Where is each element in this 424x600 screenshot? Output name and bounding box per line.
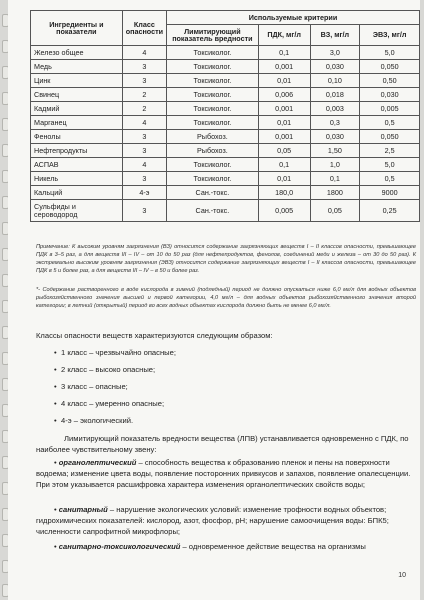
cell-evz: 9000 [360,186,420,200]
table-row [31,200,420,222]
table-row [31,144,420,158]
header-evz: ЭВЗ, мг/л [360,25,420,46]
cell-cls: 4 [122,116,166,130]
cell-name: Медь [31,60,123,74]
cell-cls: 2 [122,88,166,102]
cell-pdk: 0,005 [258,200,310,222]
class-item: • 2 класс – высоко опасные; [54,365,156,374]
cell-cls: 3 [122,130,166,144]
cell-evz: 0,050 [360,130,420,144]
cell-limit: Токсиколог. [167,116,259,130]
cell-limit: Токсиколог. [167,172,259,186]
cell-pdk: 0,006 [258,88,310,102]
cell-cls: 3 [122,74,166,88]
cell-limit: Токсиколог. [167,158,259,172]
cell-evz: 0,50 [360,74,420,88]
sanitary-item: • санитарный – нарушение экологических условий: изменение трофности водных объектов; гидрохимических показателей: кислород, азот, фосфор, pH; нарушение самоочищения воды: БПК5; численности сапрофитной микрофлоры; [36,505,389,536]
cell-pdk: 0,05 [258,144,310,158]
class-item: • 4 класс – умеренно опасные; [54,399,165,408]
cell-name: АСПАВ [31,158,123,172]
cell-name: Свинец [31,88,123,102]
cell-cls: 4 [122,46,166,60]
cell-vz: 3,0 [310,46,360,60]
cell-vz: 0,030 [310,130,360,144]
cell-name: Сульфиды и сероводород [31,200,123,222]
cell-limit: Сан.-токс. [167,186,259,200]
cell-cls: 3 [122,60,166,74]
document-page [8,0,420,600]
cell-limit: Рыбохоз. [167,144,259,158]
cell-name: Цинк [31,74,123,88]
cell-evz: 2,5 [360,144,420,158]
table-row [31,74,420,88]
table-row [31,102,420,116]
cell-pdk: 0,1 [258,158,310,172]
cell-vz: 1,0 [310,158,360,172]
cell-name: Кальций [31,186,123,200]
header-pdk: ПДК, мг/л [258,25,310,46]
lpv-paragraph: Лимитирующий показатель вредности вещества (ЛПВ) устанавливается одновременно с ПДК, по наиболее чувствительному звену: [36,434,409,454]
cell-limit: Токсиколог. [167,88,259,102]
cell-limit: Токсиколог. [167,74,259,88]
cell-evz: 0,050 [360,60,420,74]
cell-vz: 0,1 [310,172,360,186]
header-vz: ВЗ, мг/л [310,25,360,46]
cell-name: Железо общее [31,46,123,60]
cell-vz: 0,030 [310,60,360,74]
class-item: • 1 класс – чрезвычайно опасные; [54,348,176,357]
cell-cls: 3 [122,144,166,158]
cell-limit: Токсиколог. [167,102,259,116]
cell-name: Фенолы [31,130,123,144]
table-row [31,186,420,200]
cell-pdk: 0,01 [258,74,310,88]
header-class: Класс опасности [122,11,166,46]
cell-vz: 1,50 [310,144,360,158]
table-row [31,60,420,74]
table-row [31,116,420,130]
organoleptic-item: • органолептический – способность вещества к образованию пленок и пены на поверхности водоема; изменение цвета воды, появление посторонних привкусов и запахов, появление опалесценции. При этом указывается расшифровка характера изменения органолептических свойств воды; [36,458,411,489]
cell-vz: 0,003 [310,102,360,116]
cell-pdk: 0,001 [258,60,310,74]
header-ingredient: Ингредиенты и показатели [31,11,123,46]
cell-cls: 3 [122,200,166,222]
class-item: • 3 класс – опасные; [54,382,128,391]
class-item: • 4-э – экологический. [54,416,134,425]
page-number: 10 [398,572,406,579]
cell-limit: Токсиколог. [167,46,259,60]
cell-name: Никель [31,172,123,186]
cell-pdk: 0,01 [258,116,310,130]
cell-vz: 0,018 [310,88,360,102]
table-row [31,130,420,144]
table-row [31,46,420,60]
cell-evz: 0,5 [360,172,420,186]
cell-evz: 0,005 [360,102,420,116]
table-row [31,172,420,186]
cell-limit: Рыбохоз. [167,130,259,144]
cell-cls: 4-э [122,186,166,200]
cell-evz: 0,030 [360,88,420,102]
table-body [31,46,420,222]
cell-pdk: 0,1 [258,46,310,60]
table-row [31,88,420,102]
cell-name: Марганец [31,116,123,130]
cell-cls: 2 [122,102,166,116]
cell-pdk: 0,01 [258,172,310,186]
cell-vz: 0,10 [310,74,360,88]
table-row [31,158,420,172]
oxygen-footnote: *- Содержание растворенного в воде кислорода в зимний (подледный) период не должно опускаться ниже 6,0 мг/л для водных объектов рыбохозяйственного значения высшей и первой категории, 4,0 мг/л – для водных объектов рыбохозяйственного значения второй категории; в летний (открытый) период во всех водных объектах кислорода должно быть не менее 6,0 мг/л. [36,287,416,309]
cell-limit: Сан.-токс. [167,200,259,222]
classes-intro: Классы опасности веществ характеризуются следующим образом: [36,331,273,340]
cell-vz: 0,05 [310,200,360,222]
cell-vz: 1800 [310,186,360,200]
cell-pdk: 180,0 [258,186,310,200]
cell-vz: 0,3 [310,116,360,130]
cell-cls: 3 [122,172,166,186]
sanitary-toxicological-item: • санитарно-токсикологический – одновременное действие вещества на организмы [54,542,366,551]
cell-limit: Токсиколог. [167,60,259,74]
cell-name: Кадмий [31,102,123,116]
cell-evz: 5,0 [360,158,420,172]
cell-pdk: 0,001 [258,130,310,144]
cell-pdk: 0,001 [258,102,310,116]
header-criteria: Используемые критерии [167,11,420,25]
cell-cls: 4 [122,158,166,172]
cell-evz: 0,25 [360,200,420,222]
criteria-table [30,10,420,222]
header-limit: Лимитирующий показатель вредности [167,25,259,46]
cell-name: Нефтепродукты [31,144,123,158]
cell-evz: 0,5 [360,116,420,130]
table-note: Примечание: К высоким уровням загрязнения (ВЗ) относится содержание загрязняющих веществ I – II классов опасности, превышающее ПДК в 3–5 раз, а для веществ III – IV – от 10 до 50 раз (для нефтепродуктов, фенолов, соединений меди и железа – от 30 до 50 раз). К экстремально высоким уровням загрязнения (ЭВЗ) относится содержание загрязняющих веществ I – II классов опасности, превышающее ПДК в 5 и более раз, а для веществ III – IV – в 50 и более раз. [36,244,416,274]
cell-evz: 5,0 [360,46,420,60]
